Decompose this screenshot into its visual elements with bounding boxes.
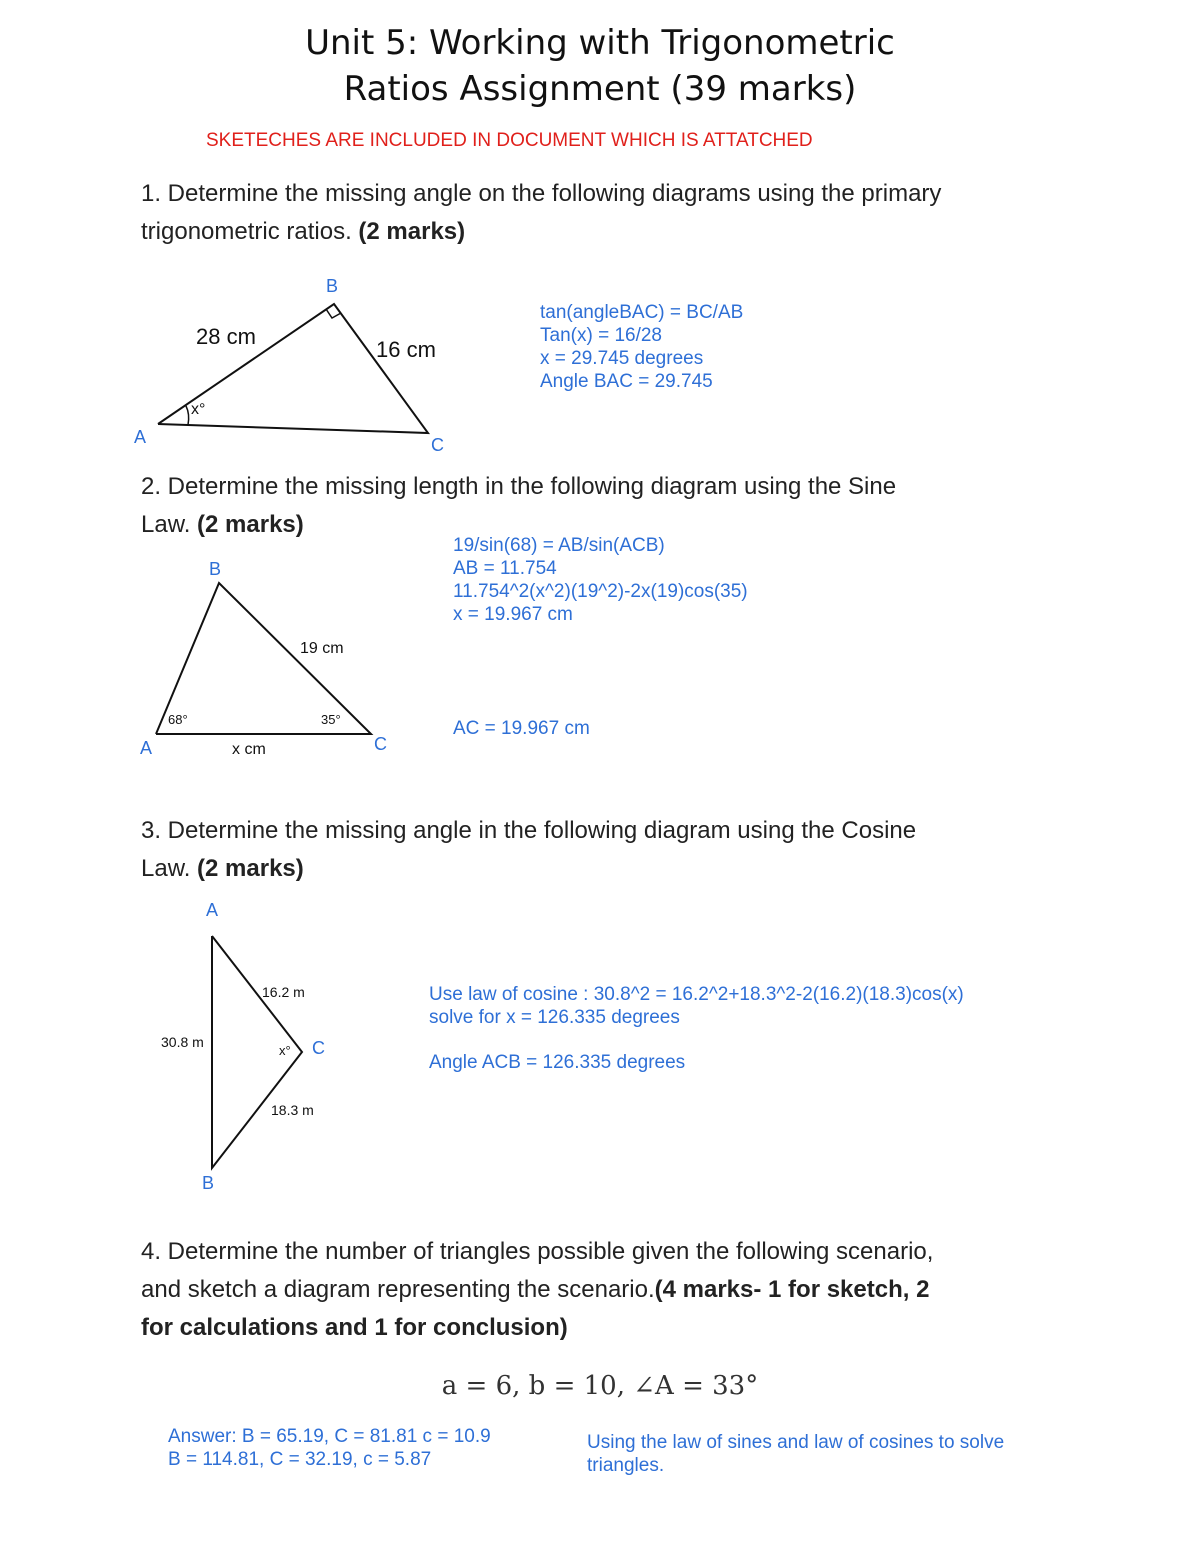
q3-vertex-a: A xyxy=(206,900,219,920)
question-4 xyxy=(141,1233,1091,1347)
q3-answer-final: Angle ACB = 126.335 degrees xyxy=(429,1052,686,1073)
q1-answer xyxy=(540,301,743,393)
q1-vertex-a: A xyxy=(134,427,147,447)
q4-given-values: a = 6, b = 10, ∠A = 33° xyxy=(441,1371,759,1401)
question-4-marks: (4 marks- 1 for sketch, 2 xyxy=(654,1276,930,1303)
q2-side-ac-label: x cm xyxy=(232,741,266,758)
q3-side-ab-label: 30.8 m xyxy=(161,1034,204,1050)
q3-answer xyxy=(429,983,964,1029)
q2-answer-line: 19/sin(68) = AB/sin(ACB) xyxy=(453,535,665,556)
q1-answer-line: x = 29.745 degrees xyxy=(540,348,704,369)
q4-answer xyxy=(168,1425,491,1471)
q2-angle-c-label: 35° xyxy=(321,712,341,727)
q2-side-bc-label: 19 cm xyxy=(300,640,344,657)
q1-vertex-c: C xyxy=(431,435,444,455)
q3-answer-line: Use law of cosine : 30.8^2 = 16.2^2+18.3^2-2(16.2)(18.3)cos(x) xyxy=(429,984,964,1005)
question-3-marks: (2 marks) xyxy=(197,855,304,882)
q4-method-line: triangles. xyxy=(587,1455,665,1476)
q2-vertex-b: B xyxy=(209,559,222,579)
q3-vertex-c: C xyxy=(312,1038,325,1058)
question-1-line-1: 1. Determine the missing angle on the following diagrams using the primary xyxy=(141,180,942,207)
question-3-line-2 xyxy=(141,850,1081,888)
question-3-text: Law. xyxy=(141,855,198,882)
q1-vertex-b: B xyxy=(326,276,339,296)
question-2-marks: (2 marks) xyxy=(197,511,304,538)
page-title-line-2: Ratios Assignment (39 marks) xyxy=(343,69,857,109)
q1-side-bc-label: 16 cm xyxy=(376,337,436,362)
question-1-marks: (2 marks) xyxy=(358,218,466,245)
q4-method xyxy=(587,1431,1004,1477)
q3-side-ac-label: 16.2 m xyxy=(262,984,305,1000)
question-4-line-1: 4. Determine the number of triangles possible given the following scenario, xyxy=(141,1238,934,1265)
q2-answer-line: 11.754^2(x^2)(19^2)-2x(19)cos(35) xyxy=(453,581,748,602)
q1-angle-label: x° xyxy=(191,401,206,418)
q2-vertex-c: C xyxy=(374,734,387,754)
question-3-line-1: 3. Determine the missing angle in the following diagram using the Cosine xyxy=(141,817,917,844)
question-2-text: Law. xyxy=(141,511,198,538)
q2-answer xyxy=(453,534,748,626)
q1-answer-line: Tan(x) = 16/28 xyxy=(540,325,662,346)
q1-side-ab-label: 28 cm xyxy=(196,324,256,349)
q1-angle-arc xyxy=(186,406,189,425)
q2-angle-a-label: 68° xyxy=(168,712,188,727)
page-title-line-1: Unit 5: Working with Trigonometric xyxy=(305,23,895,63)
q3-side-bc-label: 18.3 m xyxy=(271,1102,314,1118)
q1-answer-line: Angle BAC = 29.745 xyxy=(540,371,713,392)
q4-answer-line: Answer: B = 65.19, C = 81.81 c = 10.9 xyxy=(168,1426,491,1447)
question-2-line-1: 2. Determine the missing length in the following diagram using the Sine xyxy=(141,473,897,500)
attachment-note: SKETECHES ARE INCLUDED IN DOCUMENT WHICH IS ATTATCHED xyxy=(206,130,813,151)
q3-vertex-b: B xyxy=(202,1173,215,1193)
q2-answer-final: AC = 19.967 cm xyxy=(453,718,590,739)
q4-method-line: Using the law of sines and law of cosines to solve xyxy=(587,1432,1005,1453)
q2-vertex-a: A xyxy=(140,738,153,758)
q4-answer-line: B = 114.81, C = 32.19, c = 5.87 xyxy=(168,1449,432,1470)
q2-answer-line: AB = 11.754 xyxy=(453,558,557,579)
q2-answer-line: x = 19.967 cm xyxy=(453,604,573,625)
question-4-line-2 xyxy=(141,1271,1091,1309)
q3-angle-label: x° xyxy=(279,1043,291,1058)
question-2 xyxy=(141,468,1081,544)
q3-answer-line: solve for x = 126.335 degrees xyxy=(429,1007,680,1028)
question-4-text: and sketch a diagram representing the scenario. xyxy=(141,1276,655,1303)
question-4-marks-cont: for calculations and 1 for conclusion) xyxy=(141,1314,568,1341)
question-3 xyxy=(141,812,1081,888)
q1-answer-line: tan(angleBAC) = BC/AB xyxy=(540,302,744,323)
question-1-text: trigonometric ratios. xyxy=(141,218,359,245)
question-4-line-3 xyxy=(141,1309,1091,1347)
